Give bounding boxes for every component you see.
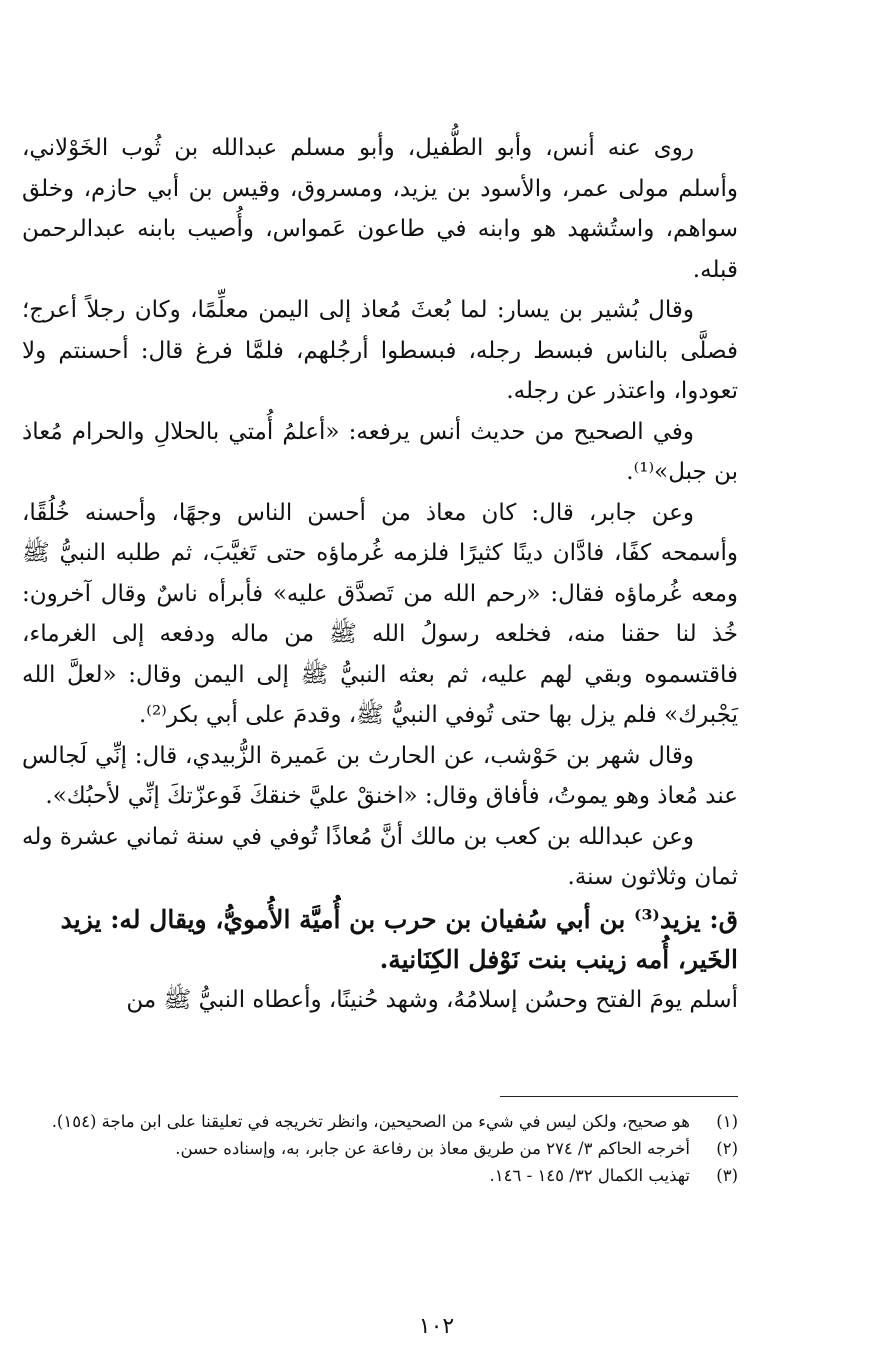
footnotes — [22, 1108, 738, 1189]
footnote-2 — [22, 1135, 738, 1162]
paragraph-narrators: روى عنه أنس، وأبو الطُّفيل، وأبو مسلم عبدالله بن ثُوب الخَوْلاني، وأسلم مولى عمر، والأسود بن يزيد، ومسروق، وقيس بن أبي حازم، وخلق سواهم، واستُشهد هو وابنه في طاعون عَمواس، وأُصيب بابنه عبدالرحمن قبله. — [22, 135, 738, 283]
footnote-number: (٣) — [716, 1166, 738, 1185]
footnote-1 — [22, 1108, 738, 1135]
page-body — [22, 128, 738, 1020]
paragraph-sahih: وفي الصحيح من حديث أنس يرفعه: «أعلمُ أُمتي بالحلالِ والحرام مُعاذ بن جبل»⁽¹⁾. — [22, 418, 738, 485]
paragraph-shahr: وقال شهر بن حَوْشب، عن الحارث بن عَميرة الزُّبيدي، قال: إنِّي لَجالس عند مُعاذ وهو يموتُ، فأفاق وقال: «اخنقْ عليَّ خنقكَ فَوعزّتكَ إنِّي لأحبُك». — [22, 742, 738, 809]
page-number: ١٠٢ — [418, 1314, 455, 1339]
footnote-divider — [500, 1096, 738, 1097]
main-text — [22, 128, 738, 1020]
footnote-3 — [22, 1162, 738, 1189]
footnote-text: هو صحيح، ولكن ليس في شيء من الصحيحين، وانظر تخريجه في تعليقنا على ابن ماجة (١٥٤). — [51, 1112, 690, 1131]
paragraph-bushair: وقال بُشير بن يسار: لما بُعثَ مُعاذ إلى اليمن معلِّمًا، وكان رجلاً أعرج؛ فصلَّى بالناس فبسط رجله، فبسطوا أرجُلهم، فلمَّا فرغ قال: أحسنتم ولا تعودوا، واعتذر عن رجله. — [22, 297, 738, 404]
footnote-text: أخرجه الحاكم ٣/ ٢٧٤ من طريق معاذ بن رفاعة عن جابر، به، وإسناده حسن. — [175, 1139, 690, 1158]
footnote-number: (١) — [716, 1112, 738, 1131]
paragraph-yazid-intro: أسلم يومَ الفتح وحسُن إسلامُهُ، وشهد حُنينًا، وأعطاه النبيُّ ﷺ من — [126, 986, 738, 1013]
footnote-text: تهذيب الكمال ٣٢/ ١٤٥ - ١٤٦. — [489, 1166, 690, 1185]
entry-heading-yazid: ق: يزيد⁽³⁾ بن أبي سُفيان بن حرب بن أُميَّة الأُمويُّ، ويقال له: يزيد الخَير، أُمه زينب بنت نَوْفل الكِنَانية. — [60, 904, 738, 974]
paragraph-jabir: وعن جابر، قال: كان معاذ من أحسن الناس وجهًا، وأحسنه خُلُقًا، وأسمحه كفًا، فادَّان دينًا كثيرًا فلزمه غُرماؤه حتى تَغيَّبَ، ثم طلبه النبيُّ ﷺ ومعه غُرماؤه فقال: «رحم الله من تَصدَّق عليه» فأبرأه ناسٌ وقال آخرون: خُذ لنا حقنا منه، فخلعه رسولُ الله ﷺ من ماله ودفعه إلى الغرماء، فاقتسموه وبقي لهم عليه، ثم بعثه النبيُّ ﷺ إلى اليمن وقال: «لعلَّ الله يَجْبرك» فلم يزل بها حتى تُوفي النبيُّ ﷺ، وقدمَ على أبي بكر⁽²⁾. — [22, 499, 738, 728]
paragraph-death: وعن عبدالله بن كعب بن مالك أنَّ مُعاذًا تُوفي في سنة ثماني عشرة وله ثمان وثلاثون سنة. — [22, 823, 738, 890]
footnote-number: (٢) — [716, 1139, 738, 1158]
